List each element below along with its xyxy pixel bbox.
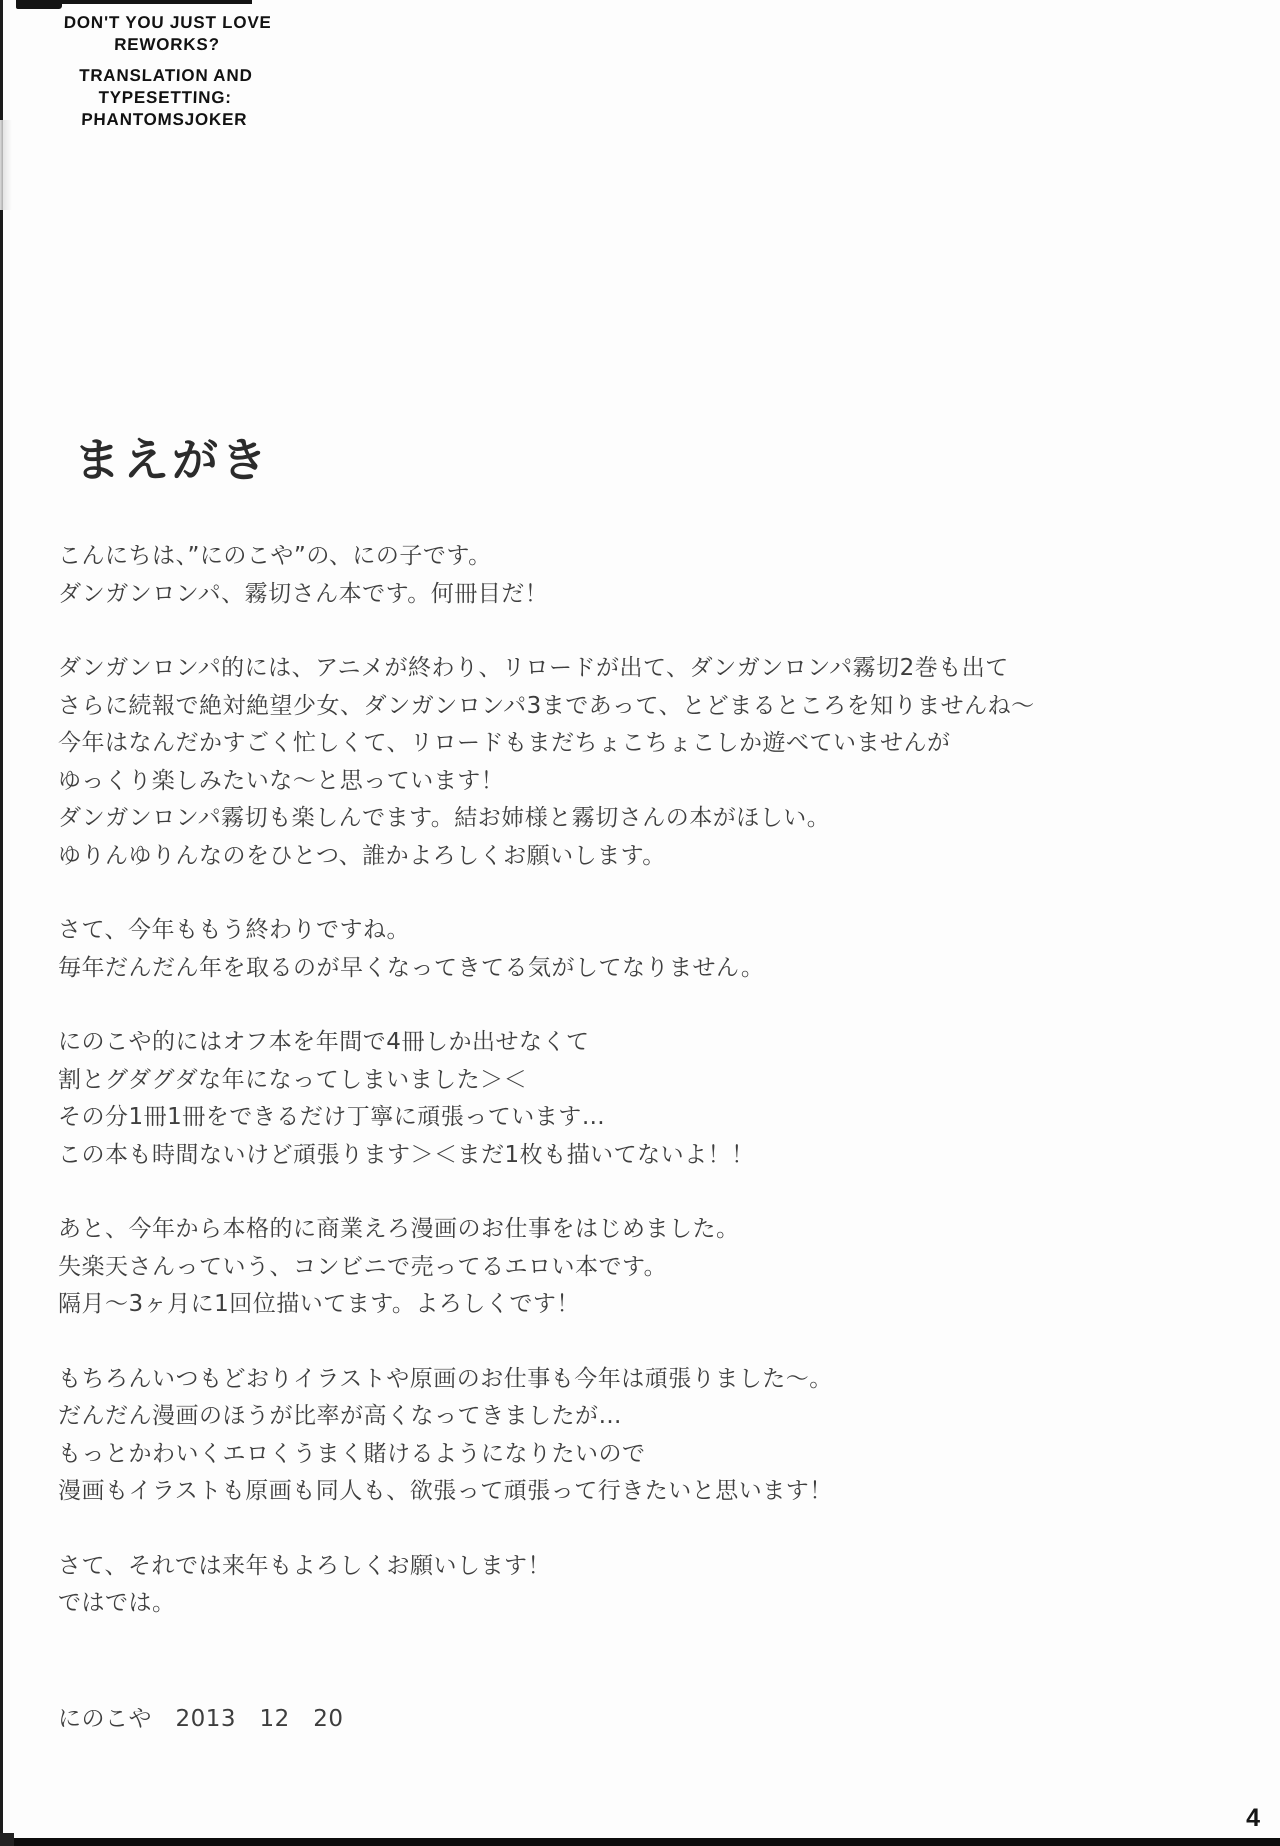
body-line: だんだん漫画のほうが比率が高くなってきましたが…	[58, 1403, 622, 1429]
credit-line: REWORKS?	[113, 35, 221, 54]
body-line: もっとかわいくエロくうまく賭けるようになりたいので	[58, 1440, 646, 1467]
body-line: 割とグダグダな年になってしまいました＞＜	[58, 1066, 528, 1093]
body-line: ダンガンロンパ的には、アニメが終わり、リロードが出て、ダンガンロンパ霧切2巻も出て	[58, 655, 1009, 681]
body-line: さて、今年ももう終わりですね。	[58, 917, 411, 943]
scan-edge-bottom	[0, 1838, 1280, 1846]
paragraph	[58, 650, 1238, 875]
body-line: この本も時間ないけど頑張ります＞＜まだ1枚も描いてないよ！！	[58, 1141, 755, 1168]
page-number: 4	[1246, 1804, 1260, 1832]
body-line: 今年はなんだかすごく忙しくて、リロードもまだちょこちょこしか遊べていませんが	[58, 730, 951, 756]
paragraph	[58, 1024, 1238, 1174]
body-line: ではでは。	[58, 1590, 176, 1616]
body-line: さらに続報で絶対絶望少女、ダンガンロンパ3まであって、とどまるところを知りませんね～	[58, 692, 1035, 719]
scan-shadow-left	[0, 120, 12, 210]
credit-line: DON'T YOU JUST LOVE	[63, 13, 272, 32]
body-line: 毎年だんだん年を取るのが早くなってきてる気がしてなりません。	[58, 954, 765, 981]
preface-body	[58, 538, 1238, 1660]
scan-mark-bottom-left	[0, 1833, 14, 1846]
paragraph	[58, 538, 1238, 613]
paragraph	[58, 1361, 1238, 1511]
paragraph	[58, 1211, 1238, 1324]
body-line: ゆりんゆりんなのをひとつ、誰かよろしくお願いします。	[58, 842, 666, 869]
scan-mark-top-left	[16, 0, 62, 9]
translator-credits	[16, 12, 316, 131]
author-signature-date: にのこや 2013 12 20	[58, 1706, 344, 1732]
body-line: さて、それでは来年もよろしくお願いします！	[58, 1552, 552, 1579]
scan-edge-left	[0, 0, 3, 1846]
body-line: あと、今年から本格的に商業えろ漫画のお仕事をはじめました。	[58, 1216, 740, 1242]
body-line: 隔月～3ヶ月に1回位描いてます。よろしくです！	[58, 1291, 580, 1317]
credit-line: PHANTOMSJOKER	[81, 110, 248, 129]
body-line: ダンガンロンパ、霧切さん本です。何冊目だ！	[58, 580, 549, 607]
body-line: ゆっくり楽しみたいな～と思っています！	[58, 767, 505, 794]
paragraph	[58, 912, 1238, 987]
paragraph	[58, 1548, 1238, 1623]
body-line: もちろんいつもどおりイラストや原画のお仕事も今年は頑張りました～。	[58, 1365, 833, 1392]
body-line: 漫画もイラストも原画も同人も、欲張って頑張って行きたいと思います！	[58, 1478, 833, 1504]
body-line: にのこや的にはオフ本を年間で4冊しか出せなくて	[58, 1029, 590, 1055]
page-title: まえがき	[74, 433, 270, 487]
body-line: 失楽天さんっていう、コンビニで売ってるエロい本です。	[58, 1253, 668, 1280]
body-line: こんにちは、”にのこや”の、にの子です。	[58, 543, 492, 569]
body-line: ダンガンロンパ霧切も楽しんでます。結お姉様と霧切さんの本がほしい。	[58, 805, 831, 831]
body-line: その分1冊1冊をできるだけ丁寧に頑張っています…	[58, 1104, 606, 1130]
credit-line: TRANSLATION AND TYPESETTING:	[78, 66, 253, 107]
